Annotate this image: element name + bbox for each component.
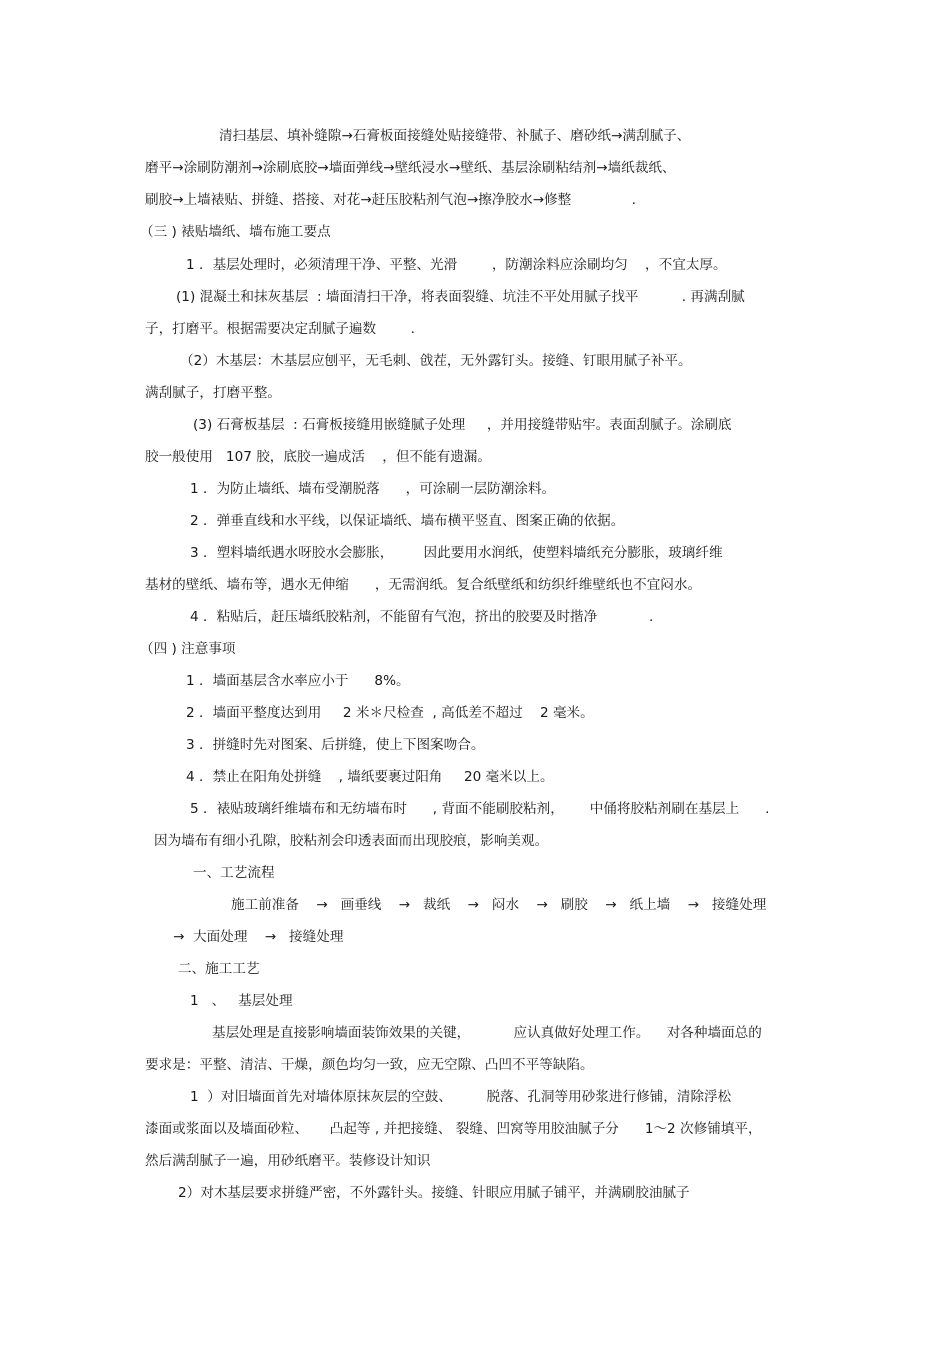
text-line: (1) 混凝土和抹灰基层 : 墙面清扫干净，将表面裂缝、坑洼不平处用腻子找平 . 再满刮腻 [176, 289, 745, 305]
text-line: 因为墙布有细小孔隙，胶粘剂会印透表面而出现胶痕，影响美观。 [154, 833, 549, 849]
text-line: 2）对木基层要求拼缝严密，不外露针头。接缝、针眼应用腻子铺平，并满刷胶油腻子 [178, 1185, 690, 1201]
section-heading: 二、施工工艺 [178, 961, 260, 977]
text-line: 2 ．弹垂直线和水平线，以保证墙纸、墙布横平竖直、图案正确的依据。 [190, 513, 625, 529]
text-line: 子，打磨平。根据需要决定刮腻子遍数 . [145, 321, 415, 337]
text-line: （2）木基层：木基层应刨平，无毛刺、戗茬，无外露钉头。接缝、钉眼用腻子补平。 [180, 353, 692, 369]
text-line: 基材的壁纸、墙布等，遇水无伸缩 ，无需润纸。复合纸壁纸和纺织纤维壁纸也不宜闷水。 [145, 577, 702, 593]
section-heading: （四 ) 注意事项 [140, 641, 236, 657]
text-line: 1 ）对旧墙面首先对墙体原抹灰层的空鼓、 脱落、孔洞等用砂浆进行修铺，清除浮松 [190, 1089, 732, 1105]
text-line: (3) 石膏板基层 : 石膏板接缝用嵌缝腻子处理 ，并用接缝带贴牢。表面刮腻子。涂刷底 [193, 417, 732, 433]
text-line: 刷胶→上墙裱贴、拼缝、搭接、对花→赶压胶粘剂气泡→擦净胶水→修整 . [145, 192, 636, 208]
text-line: 要求是：平整、清洁、干燥，颜色均匀一致，应无空隙、凸凹不平等缺陷。 [145, 1057, 594, 1073]
text-line: 4 ．禁止在阳角处拼缝 , 墙纸要裹过阳角 20 毫米以上。 [186, 769, 554, 785]
text-line: 4 ．粘贴后，赶压墙纸胶粘剂，不能留有气泡，挤出的胶要及时揩净 . [190, 609, 654, 625]
text-line: 基层处理是直接影响墙面装饰效果的关键， 应认真做好处理工作。 对各种墙面总的 [212, 1025, 762, 1041]
text-line: 1 ．墙面基层含水率应小于 8%。 [186, 673, 410, 689]
text-line: 满刮腻子，打磨平整。 [145, 385, 281, 401]
text-line: 漆面或浆面以及墙面砂粒、 凸起等 , 并把接缝、 裂缝、凹窝等用胶油腻子分 1～2 次修铺填平， [145, 1121, 762, 1137]
text-line: 3 ．塑料墙纸遇水呀胶水会膨胀， 因此要用水润纸，使塑料墙纸充分膨胀，玻璃纤维 [190, 545, 723, 561]
text-line: 1 ．为防止墙纸、墙布受潮脱落 ，可涂刷一层防潮涂料。 [190, 481, 556, 497]
text-line: 1 ．基层处理时，必须清理干净、平整、光滑 ，防潮涂料应涂刷均匀 ，不宜太厚。 [186, 257, 727, 273]
text-line: 5 ．裱贴玻璃纤维墙布和无纺墙布时 , 背面不能刷胶粘剂， 中俑将胶粘剂刷在基层上 . [190, 801, 770, 817]
section-heading: 一、工艺流程 [193, 865, 275, 881]
text-line: 磨平→涂刷防潮剂→涂刷底胶→墙面弹线→壁纸浸水→壁纸、基层涂刷粘结剂→墙纸裁纸、 [145, 160, 676, 176]
section-heading: （三 ) 裱贴墙纸、墙布施工要点 [140, 224, 331, 240]
text-line: 然后满刮腻子一遍，用砂纸磨平。装修设计知识 [145, 1153, 431, 1169]
subsection-heading: 1 、 基层处理 [190, 993, 293, 1009]
text-line: 3 ．拼缝时先对图案、后拼缝，使上下图案吻合。 [186, 737, 485, 753]
process-flow-line: → 大面处理 → 接缝处理 [173, 929, 344, 945]
text-line: 2 ．墙面平整度达到用 2 米＊尺检查 , 高低差不超过 2 毫米。 [186, 705, 594, 721]
text-line: 清扫基层、填补缝隙→石膏板面接缝处贴接缝带、补腻子、磨砂纸→满刮腻子、 [219, 128, 691, 144]
process-flow-line: 施工前准备 → 画垂线 → 裁纸 → 闷水 → 刷胶 → 纸上墙 → 接缝处理 [231, 897, 767, 913]
text-line: 胶一般使用 107 胶，底胶一遍成活 ，但不能有遗漏。 [145, 449, 491, 465]
